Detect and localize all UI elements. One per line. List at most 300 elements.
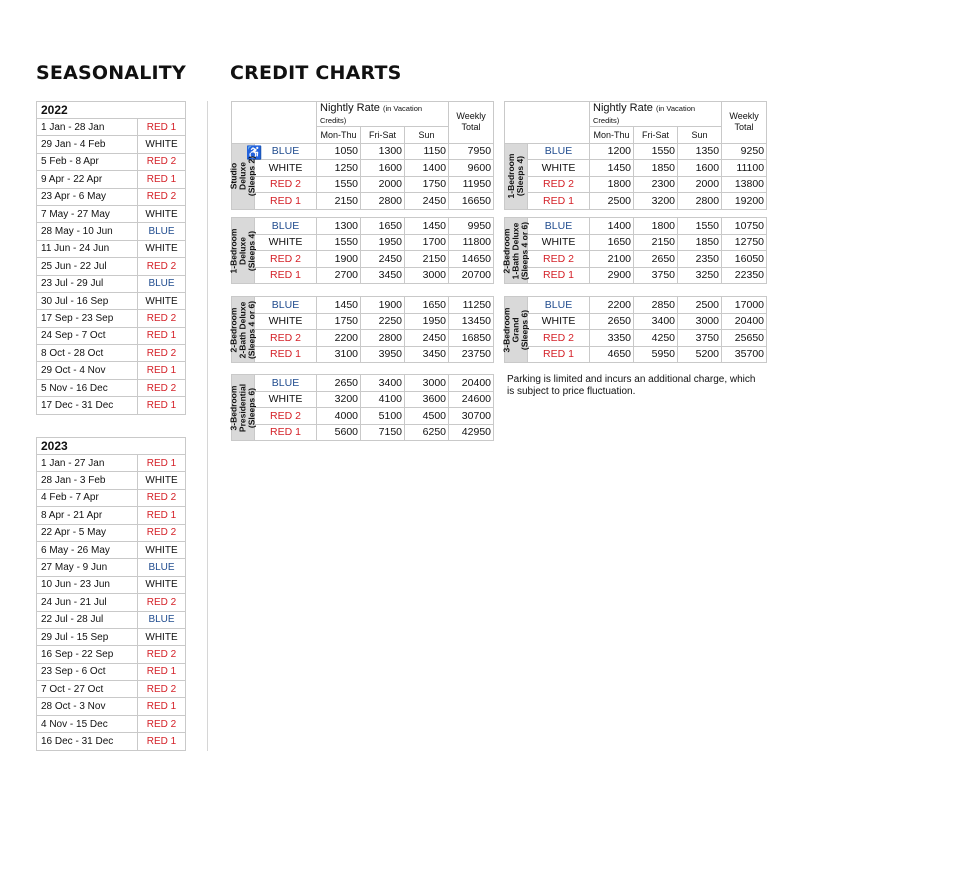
credit-row (505, 251, 767, 268)
season-color: RED 1 (528, 193, 590, 210)
season-color: WHITE (528, 234, 590, 251)
date-range: 17 Dec - 31 Dec (37, 397, 138, 414)
season-color: WHITE (528, 313, 590, 330)
credit-table (228, 101, 494, 210)
sun-value: 3750 (678, 330, 722, 347)
credit-row (505, 176, 767, 193)
mon-thu-value: 1800 (590, 176, 634, 193)
season-row (37, 594, 186, 611)
fri-sat-value: 2000 (361, 176, 405, 193)
sun-value: 2000 (678, 176, 722, 193)
season-color: RED 2 (138, 310, 186, 327)
season-color: RED 2 (138, 379, 186, 396)
mon-thu-value: 1250 (317, 160, 361, 177)
credit-row (232, 424, 494, 441)
mon-thu-value: 1750 (317, 313, 361, 330)
fri-sat-value: 2450 (361, 251, 405, 268)
weekly-value: 20700 (449, 267, 494, 284)
sun-value: 3250 (678, 267, 722, 284)
mon-thu-value: 2100 (590, 251, 634, 268)
seasonality-heading: SEASONALITY (36, 62, 186, 84)
season-row (37, 472, 186, 489)
season-color: RED 2 (138, 646, 186, 663)
mon-thu-value: 4000 (317, 408, 361, 425)
credit-row (232, 251, 494, 268)
season-row (37, 171, 186, 188)
date-range: 29 Oct - 4 Nov (37, 362, 138, 379)
season-color: RED 1 (528, 267, 590, 284)
credit-row (505, 234, 767, 251)
mon-thu-label: Mon-Thu (317, 127, 361, 144)
room-type-text: 1-Bedroom (Sleeps 4) (506, 153, 525, 199)
season-color: WHITE (138, 205, 186, 222)
room-type-text: 1-Bedroom Deluxe (Sleeps 4) (228, 228, 257, 273)
fri-sat-value: 2650 (634, 251, 678, 268)
sun-value: 6250 (405, 424, 449, 441)
season-color: RED 1 (138, 362, 186, 379)
sun-value: 1700 (405, 234, 449, 251)
season-color: RED 1 (255, 193, 317, 210)
season-color: WHITE (255, 160, 317, 177)
season-color: RED 1 (138, 455, 186, 472)
date-range: 24 Sep - 7 Oct (37, 327, 138, 344)
header-blank (505, 102, 590, 144)
date-range: 16 Sep - 22 Sep (37, 646, 138, 663)
weekly-value: 11800 (449, 234, 494, 251)
weekly-value: 17000 (722, 297, 767, 314)
mon-thu-value: 3200 (317, 391, 361, 408)
date-range: 27 May - 9 Jun (37, 559, 138, 576)
fri-sat-value: 3750 (634, 267, 678, 284)
season-color: WHITE (138, 136, 186, 153)
date-range: 5 Nov - 16 Dec (37, 379, 138, 396)
seasonality-table-2023 (36, 437, 186, 751)
sun-value: 3600 (405, 391, 449, 408)
fri-sat-value: 3450 (361, 267, 405, 284)
date-range: 1 Jan - 27 Jan (37, 455, 138, 472)
credit-row (505, 160, 767, 177)
sun-value: 1750 (405, 176, 449, 193)
date-range: 24 Jun - 21 Jul (37, 594, 138, 611)
room-type-text: Studio Deluxe (Sleeps 2) (228, 155, 257, 197)
season-color: RED 1 (138, 171, 186, 188)
season-color: WHITE (255, 313, 317, 330)
season-row (37, 489, 186, 506)
season-row (37, 733, 186, 750)
sun-value: 2800 (678, 193, 722, 210)
season-color: RED 1 (255, 267, 317, 284)
mon-thu-value: 1450 (317, 297, 361, 314)
fri-sat-value: 1600 (361, 160, 405, 177)
date-range: 8 Oct - 28 Oct (37, 345, 138, 362)
weekly-value: 42950 (449, 424, 494, 441)
room-type-text: 3-Bedroom Presidential (Sleeps 6) (228, 383, 257, 432)
season-color: RED 2 (138, 153, 186, 170)
fri-sat-value: 3200 (634, 193, 678, 210)
season-color: WHITE (138, 576, 186, 593)
season-row (37, 541, 186, 558)
season-row (37, 397, 186, 414)
season-color: RED 1 (138, 327, 186, 344)
weekly-value: 16650 (449, 193, 494, 210)
fri-sat-label: Fri-Sat (634, 127, 678, 144)
weekly-value: 16850 (449, 330, 494, 347)
season-color: WHITE (138, 240, 186, 257)
credit-table (228, 374, 494, 441)
fri-sat-value: 2250 (361, 313, 405, 330)
credit-row (232, 391, 494, 408)
season-row (37, 715, 186, 732)
credit-table (504, 101, 767, 210)
credit-row (232, 375, 494, 392)
season-color: RED 2 (255, 408, 317, 425)
credit-row (232, 330, 494, 347)
weekly-value: 9950 (449, 218, 494, 235)
date-range: 28 Jan - 3 Feb (37, 472, 138, 489)
credit-row (232, 234, 494, 251)
weekly-value: 13450 (449, 313, 494, 330)
date-range: 4 Feb - 7 Apr (37, 489, 138, 506)
credit-table (228, 296, 494, 363)
season-row (37, 455, 186, 472)
date-range: 29 Jan - 4 Feb (37, 136, 138, 153)
date-range: 6 May - 26 May (37, 541, 138, 558)
mon-thu-value: 1400 (590, 218, 634, 235)
sun-value: 3000 (405, 375, 449, 392)
weekly-value: 9250 (722, 143, 767, 160)
credit-row (232, 160, 494, 177)
fri-sat-value: 1800 (634, 218, 678, 235)
credit-row (232, 193, 494, 210)
sun-value: 2500 (678, 297, 722, 314)
header-row (232, 102, 494, 127)
fri-sat-label: Fri-Sat (361, 127, 405, 144)
sun-value: 4500 (405, 408, 449, 425)
season-color: RED 2 (138, 258, 186, 275)
season-row (37, 327, 186, 344)
date-range: 22 Jul - 28 Jul (37, 611, 138, 628)
weekly-value: 20400 (449, 375, 494, 392)
credit-row (505, 330, 767, 347)
mon-thu-value: 2150 (317, 193, 361, 210)
weekly-total-label: Weekly Total (722, 102, 767, 144)
date-range: 23 Apr - 6 May (37, 188, 138, 205)
season-row (37, 205, 186, 222)
season-color: RED 2 (138, 489, 186, 506)
sun-value: 1450 (405, 218, 449, 235)
mon-thu-value: 1200 (590, 143, 634, 160)
credit-row (232, 267, 494, 284)
weekly-total-label: Weekly Total (449, 102, 494, 144)
mon-thu-value: 1300 (317, 218, 361, 235)
season-color: RED 2 (528, 251, 590, 268)
date-range: 22 Apr - 5 May (37, 524, 138, 541)
sun-value: 5200 (678, 346, 722, 363)
season-color: RED 2 (138, 524, 186, 541)
weekly-value: 35700 (722, 346, 767, 363)
mon-thu-value: 4650 (590, 346, 634, 363)
date-range: 23 Jul - 29 Jul (37, 275, 138, 292)
mon-thu-value: 1050 (317, 143, 361, 160)
fri-sat-value: 4250 (634, 330, 678, 347)
season-row (37, 240, 186, 257)
season-row (37, 698, 186, 715)
fri-sat-value: 2150 (634, 234, 678, 251)
credit-row (232, 143, 494, 160)
season-row (37, 559, 186, 576)
date-range: 29 Jul - 15 Sep (37, 628, 138, 645)
date-range: 1 Jan - 28 Jan (37, 119, 138, 136)
season-row (37, 119, 186, 136)
season-row (37, 345, 186, 362)
room-type-label (501, 218, 530, 284)
season-color: RED 2 (255, 176, 317, 193)
room-type-text: 2-Bedroom 2-Bath Deluxe (Sleeps 4 or 6) (228, 300, 257, 359)
date-range: 25 Jun - 22 Jul (37, 258, 138, 275)
season-row (37, 310, 186, 327)
date-range: 7 May - 27 May (37, 205, 138, 222)
room-type-label (505, 143, 528, 209)
season-color: RED 1 (138, 698, 186, 715)
sun-value: 1600 (678, 160, 722, 177)
date-range: 28 May - 10 Jun (37, 223, 138, 240)
season-color: RED 1 (255, 346, 317, 363)
season-color: RED 1 (528, 346, 590, 363)
season-row (37, 223, 186, 240)
mon-thu-value: 5600 (317, 424, 361, 441)
season-row (37, 628, 186, 645)
sun-value: 3000 (678, 313, 722, 330)
credit-row (505, 143, 767, 160)
date-range: 9 Apr - 22 Apr (37, 171, 138, 188)
date-range: 10 Jun - 23 Jun (37, 576, 138, 593)
date-range: 16 Dec - 31 Dec (37, 733, 138, 750)
season-color: RED 1 (138, 397, 186, 414)
season-color: RED 2 (138, 715, 186, 732)
fri-sat-value: 1850 (634, 160, 678, 177)
season-color: RED 1 (138, 507, 186, 524)
sun-value: 1150 (405, 143, 449, 160)
season-color: WHITE (138, 541, 186, 558)
sun-value: 1400 (405, 160, 449, 177)
season-color: RED 2 (255, 251, 317, 268)
wheelchair-icon: ♿ (246, 144, 263, 160)
season-color: WHITE (255, 234, 317, 251)
mon-thu-value: 2700 (317, 267, 361, 284)
credit-row (505, 218, 767, 235)
fri-sat-value: 5100 (361, 408, 405, 425)
sun-value: 2150 (405, 251, 449, 268)
weekly-value: 10750 (722, 218, 767, 235)
season-color: BLUE (528, 218, 590, 235)
season-row (37, 681, 186, 698)
season-color: RED 1 (138, 119, 186, 136)
mon-thu-value: 1450 (590, 160, 634, 177)
year-label: 2022 (37, 102, 186, 119)
weekly-value: 9600 (449, 160, 494, 177)
mon-thu-value: 1550 (317, 176, 361, 193)
credit-row (232, 346, 494, 363)
credit-row (232, 297, 494, 314)
mon-thu-value: 3350 (590, 330, 634, 347)
mon-thu-value: 2650 (317, 375, 361, 392)
season-color: BLUE (138, 611, 186, 628)
season-color: WHITE (138, 472, 186, 489)
weekly-value: 16050 (722, 251, 767, 268)
sun-label: Sun (678, 127, 722, 144)
credit-row (505, 313, 767, 330)
season-row (37, 136, 186, 153)
credit-row (232, 176, 494, 193)
season-color: RED 1 (138, 733, 186, 750)
season-color: BLUE (255, 297, 317, 314)
sun-value: 1650 (405, 297, 449, 314)
nightly-rate-note: (in Vacation Credits) (320, 104, 423, 125)
season-color: WHITE (138, 628, 186, 645)
season-row (37, 611, 186, 628)
weekly-value: 11950 (449, 176, 494, 193)
weekly-value: 13800 (722, 176, 767, 193)
season-row (37, 507, 186, 524)
room-type-label (501, 297, 530, 363)
date-range: 7 Oct - 27 Oct (37, 681, 138, 698)
divider-line (207, 101, 208, 751)
credit-row (232, 218, 494, 235)
weekly-value: 12750 (722, 234, 767, 251)
room-type-label (228, 375, 257, 441)
mon-thu-label: Mon-Thu (590, 127, 634, 144)
year-row (37, 438, 186, 455)
weekly-value: 11250 (449, 297, 494, 314)
season-row (37, 379, 186, 396)
season-row (37, 258, 186, 275)
season-row (37, 663, 186, 680)
season-color: BLUE (528, 297, 590, 314)
season-row (37, 153, 186, 170)
credit-row (505, 193, 767, 210)
season-color: RED 2 (528, 176, 590, 193)
season-color: BLUE (255, 218, 317, 235)
sun-value: 3000 (405, 267, 449, 284)
fri-sat-value: 2800 (361, 330, 405, 347)
credit-row (232, 313, 494, 330)
weekly-value: 11100 (722, 160, 767, 177)
nightly-rate-label: Nightly Rate (in Vacation Credits) (590, 102, 722, 127)
weekly-value: 23750 (449, 346, 494, 363)
sun-value: 1350 (678, 143, 722, 160)
nightly-rate-label: Nightly Rate (in Vacation Credits) (317, 102, 449, 127)
seasonality-table-2022 (36, 101, 186, 415)
weekly-value: 22350 (722, 267, 767, 284)
mon-thu-value: 2200 (590, 297, 634, 314)
season-row (37, 292, 186, 309)
weekly-value: 20400 (722, 313, 767, 330)
sun-value: 3450 (405, 346, 449, 363)
sun-label: Sun (405, 127, 449, 144)
season-color: RED 2 (138, 188, 186, 205)
room-type-text: 3-Bedroom Grand (Sleeps 6) (501, 307, 530, 352)
fri-sat-value: 3400 (361, 375, 405, 392)
season-row (37, 524, 186, 541)
parking-note: Parking is limited and incurs an additional charge, which is subject to price fluctuation. (507, 374, 756, 397)
season-color: RED 2 (138, 681, 186, 698)
nightly-rate-note: (in Vacation Credits) (593, 104, 696, 125)
mon-thu-value: 1900 (317, 251, 361, 268)
season-color: BLUE (138, 559, 186, 576)
date-range: 8 Apr - 21 Apr (37, 507, 138, 524)
fri-sat-value: 2300 (634, 176, 678, 193)
credit-row (505, 267, 767, 284)
season-color: RED 2 (138, 594, 186, 611)
mon-thu-value: 2200 (317, 330, 361, 347)
season-color: WHITE (138, 292, 186, 309)
credit-row (232, 408, 494, 425)
season-color: RED 2 (528, 330, 590, 347)
room-type-label (228, 218, 257, 284)
weekly-value: 19200 (722, 193, 767, 210)
fri-sat-value: 1900 (361, 297, 405, 314)
year-label: 2023 (37, 438, 186, 455)
fri-sat-value: 4100 (361, 391, 405, 408)
season-color: RED 1 (255, 424, 317, 441)
credit-table (501, 217, 767, 284)
sun-value: 1550 (678, 218, 722, 235)
credit-row (505, 297, 767, 314)
season-row (37, 362, 186, 379)
year-row (37, 102, 186, 119)
fri-sat-value: 1550 (634, 143, 678, 160)
weekly-value: 24600 (449, 391, 494, 408)
mon-thu-value: 3100 (317, 346, 361, 363)
season-color: BLUE (255, 143, 317, 160)
credit-table (228, 217, 494, 284)
season-color: BLUE (255, 375, 317, 392)
fri-sat-value: 1650 (361, 218, 405, 235)
date-range: 30 Jul - 16 Sep (37, 292, 138, 309)
fri-sat-value: 7150 (361, 424, 405, 441)
date-range: 4 Nov - 15 Dec (37, 715, 138, 732)
date-range: 11 Jun - 24 Jun (37, 240, 138, 257)
date-range: 17 Sep - 23 Sep (37, 310, 138, 327)
mon-thu-value: 2650 (590, 313, 634, 330)
season-row (37, 646, 186, 663)
season-color: WHITE (255, 391, 317, 408)
sun-value: 2350 (678, 251, 722, 268)
fri-sat-value: 3400 (634, 313, 678, 330)
fri-sat-value: 1300 (361, 143, 405, 160)
mon-thu-value: 2900 (590, 267, 634, 284)
weekly-value: 30700 (449, 408, 494, 425)
fri-sat-value: 2800 (361, 193, 405, 210)
season-color: WHITE (528, 160, 590, 177)
credit-table (501, 296, 767, 363)
header-row (505, 102, 767, 127)
date-range: 5 Feb - 8 Apr (37, 153, 138, 170)
season-color: RED 2 (255, 330, 317, 347)
header-blank (232, 102, 317, 144)
season-color: BLUE (528, 143, 590, 160)
season-row (37, 576, 186, 593)
weekly-value: 7950 (449, 143, 494, 160)
room-type-label (228, 297, 257, 363)
season-color: RED 1 (138, 663, 186, 680)
room-type-label (228, 143, 263, 209)
season-color: BLUE (138, 223, 186, 240)
date-range: 23 Sep - 6 Oct (37, 663, 138, 680)
fri-sat-value: 3950 (361, 346, 405, 363)
season-color: BLUE (138, 275, 186, 292)
mon-thu-value: 1550 (317, 234, 361, 251)
